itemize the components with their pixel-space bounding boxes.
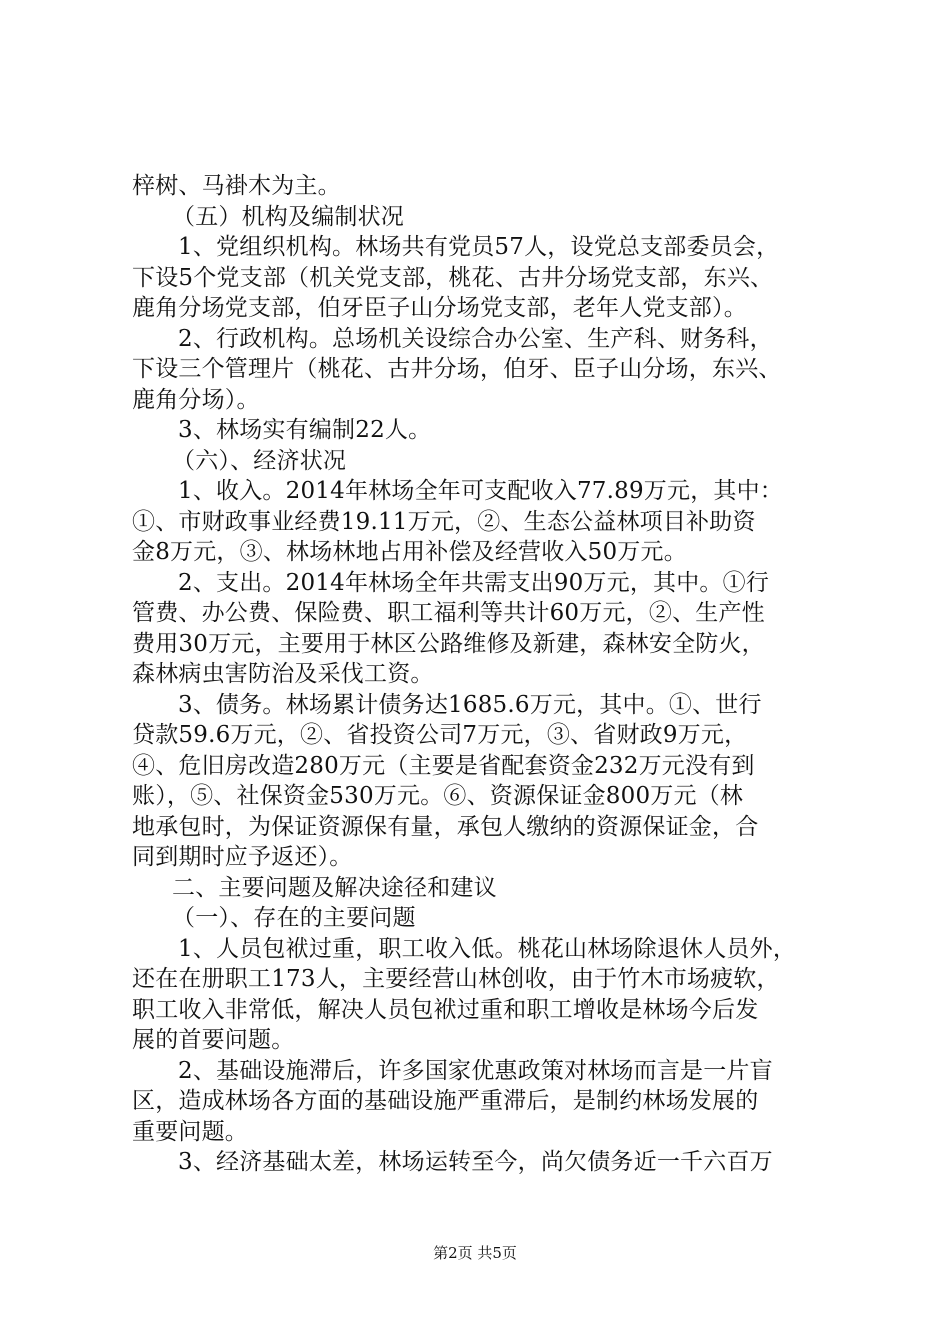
text-line: 2、行政机构。总场机关设综合办公室、生产科、财务科， xyxy=(178,325,773,352)
text-line: 同到期时应予返还）。 xyxy=(132,844,353,870)
text-line: 1、收入。2014年林场全年可支配收入77.89万元，其中： xyxy=(178,478,784,504)
text-line: 下设5个党支部（机关党支部，桃花、古井分场党支部，东兴、 xyxy=(132,264,774,291)
page-footer: 第2页 共5页 xyxy=(433,1244,517,1262)
text-line: 下设三个管理片（桃花、古井分场，伯牙、臣子山分场，东兴、 xyxy=(132,356,782,382)
text-line: 1、人员包袱过重，职工收入低。桃花山林场除退休人员外， xyxy=(178,935,797,962)
text-line: 贷款59.6万元，②、省投资公司7万元，③、省财政9万元， xyxy=(132,722,748,748)
text-line: 梓树、马褂木为主。 xyxy=(132,173,341,199)
text-line: 3、林场实有编制22人。 xyxy=(178,417,432,443)
text-line: 3、债务。林场累计债务达1685.6万元，其中。①、世行 xyxy=(178,691,762,718)
text-line: 2、基础设施滞后，许多国家优惠政策对林场而言是一片盲 xyxy=(178,1057,773,1084)
document-body xyxy=(132,171,832,1178)
text-line: 区，造成林场各方面的基础设施严重滞后，是制约林场发展的 xyxy=(132,1088,759,1114)
text-line: 费用30万元，主要用于林区公路维修及新建，森林安全防火， xyxy=(132,630,765,657)
text-line: 1、党组织机构。林场共有党员57人，设党总支部委员会， xyxy=(178,234,780,260)
section-heading: （五）机构及编制状况 xyxy=(172,203,404,230)
text-line: 3、经济基础太差，林场运转至今，尚欠债务近一千六百万 xyxy=(178,1149,773,1175)
text-line: 地承包时，为保证资源保有量，承包人缴纳的资源保证金，合 xyxy=(132,813,759,840)
text-line: 展的首要问题。 xyxy=(132,1027,295,1053)
section-heading: （六）、经济状况 xyxy=(172,447,347,474)
text-line: 账），⑤、社保资金530万元。⑥、资源保证金800万元（林 xyxy=(132,783,744,809)
text-line: 还在在册职工173人，主要经营山林创收，由于竹木市场疲软， xyxy=(132,966,780,992)
text-line: 鹿角分场党支部，伯牙臣子山分场党支部，老年人党支部）。 xyxy=(132,295,747,321)
text-line: ④、危旧房改造280万元（主要是省配套资金232万元没有到 xyxy=(132,752,755,779)
text-line: 重要问题。 xyxy=(132,1118,248,1145)
text-line: 金8万元，③、林场林地占用补偿及经营收入50万元。 xyxy=(132,539,687,565)
text-line: ①、市财政事业经费19.11万元，②、生态公益林项目补助资 xyxy=(132,508,756,535)
text-line: 职工收入非常低，解决人员包袱过重和职工增收是林场今后发 xyxy=(132,996,759,1023)
text-line: 2、支出。2014年林场全年共需支出90万元，其中。①行 xyxy=(178,569,770,596)
section-heading: （一）、存在的主要问题 xyxy=(172,905,416,931)
text-line: 管费、办公费、保险费、职工福利等共计60万元，②、生产性 xyxy=(132,600,765,626)
text-line: 森林病虫害防治及采伐工资。 xyxy=(132,661,434,687)
section-heading: 二、主要问题及解决途径和建议 xyxy=(172,874,497,901)
text-line: 鹿角分场）。 xyxy=(132,386,260,413)
